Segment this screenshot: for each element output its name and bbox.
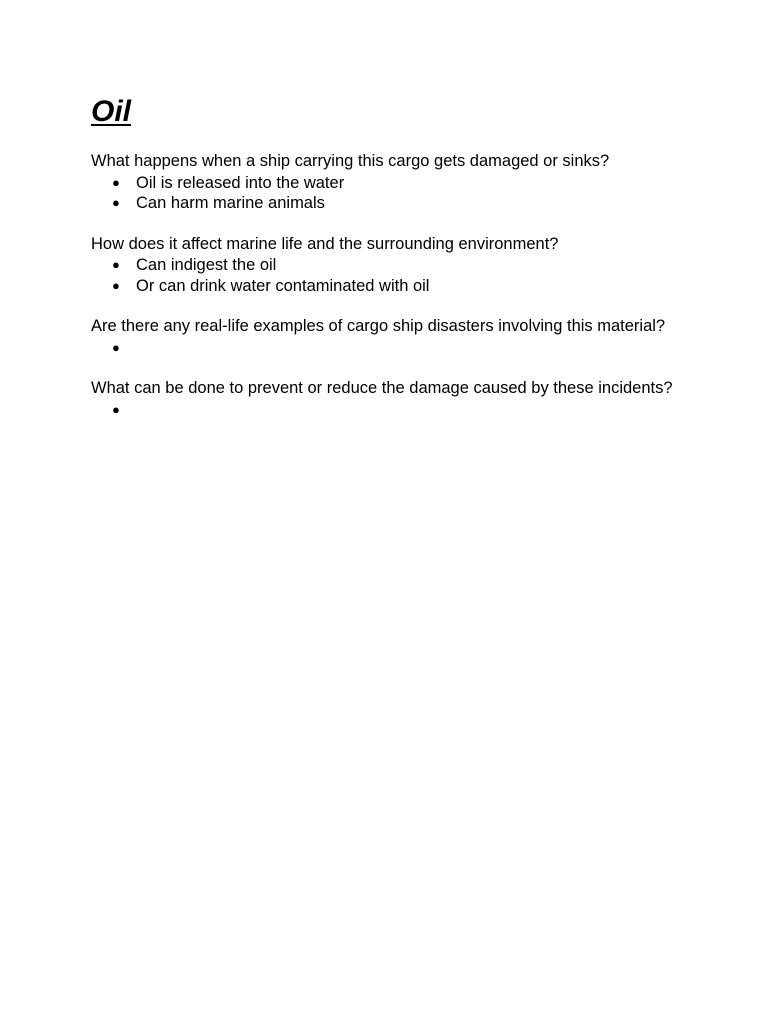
answer-list xyxy=(91,338,691,359)
question-text: Are there any real-life examples of cargo ship disasters involving this material? xyxy=(91,317,666,335)
question-section xyxy=(91,316,691,358)
answer-list xyxy=(91,400,691,421)
answer-item xyxy=(91,173,691,194)
answer-item xyxy=(91,400,691,421)
answer-text: Can harm marine animals xyxy=(136,194,325,212)
bullet-icon: ● xyxy=(112,174,120,190)
bullet-icon: ● xyxy=(112,277,120,293)
document-title: Oil xyxy=(91,95,132,128)
answer-item xyxy=(91,255,691,276)
question-text: How does it affect marine life and the surrounding environment? xyxy=(91,234,559,253)
bullet-icon: ● xyxy=(112,401,120,417)
answer-text: Or can drink water contaminated with oil xyxy=(136,276,430,295)
question-section xyxy=(91,151,691,214)
document-page xyxy=(91,92,691,420)
question-section xyxy=(91,378,691,420)
answer-item xyxy=(91,338,691,359)
answer-list xyxy=(91,255,691,296)
question-text: What happens when a ship carrying this cargo gets damaged or sinks? xyxy=(91,152,610,170)
answer-item xyxy=(91,276,691,297)
answer-text: Oil is released into the water xyxy=(136,173,345,192)
answer-item xyxy=(91,193,691,214)
bullet-icon: ● xyxy=(112,339,120,355)
answer-list xyxy=(91,173,691,214)
answer-text: Can indigest the oil xyxy=(136,256,277,274)
bullet-icon: ● xyxy=(112,195,120,210)
question-section xyxy=(91,234,691,297)
bullet-icon: ● xyxy=(112,257,120,272)
question-text: What can be done to prevent or reduce the damage caused by these incidents? xyxy=(91,379,673,397)
